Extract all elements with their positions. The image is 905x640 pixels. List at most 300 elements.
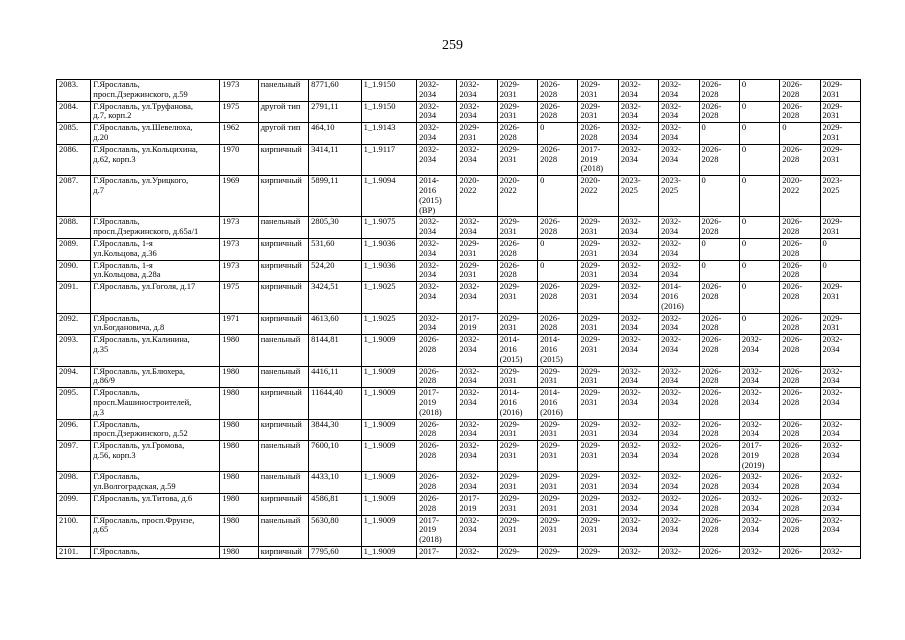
cell-row-number: 2088. [57, 217, 91, 239]
cell-work-col-11: 2032- 2034 [820, 335, 860, 366]
cell-work-col-10: 2026- 2028 [780, 419, 820, 441]
cell-work-col-1: 2017- 2019 (2018) [417, 515, 457, 546]
cell-code: 1_1.9009 [361, 388, 416, 419]
cell-work-col-1: 2026- 2028 [417, 335, 457, 366]
cell-address: Г.Ярославль, ул.Калинина, д.35 [91, 335, 220, 366]
cell-area: 7600,10 [309, 441, 361, 472]
cell-work-col-10: 2026- 2028 [780, 388, 820, 419]
cell-work-col-1: 2032- 2034 [417, 123, 457, 145]
cell-work-col-8: 0 [699, 123, 739, 145]
cell-work-col-3: 2029- 2031 [497, 419, 537, 441]
cell-area: 11644,40 [309, 388, 361, 419]
cell-wall-material: панельный [258, 366, 308, 388]
cell-work-col-2: 2020- 2022 [457, 176, 497, 217]
cell-code: 1_1.9075 [361, 217, 416, 239]
cell-work-col-6: 2032- 2034 [618, 472, 658, 494]
cell-work-col-3: 2020- 2022 [497, 176, 537, 217]
cell-work-col-9: 0 [739, 238, 779, 260]
cell-work-col-4: 2014- 2016 (2015) [538, 335, 578, 366]
cell-work-col-11: 2032- 2034 [820, 388, 860, 419]
cell-work-col-8: 2026- 2028 [699, 366, 739, 388]
cell-work-col-5: 2029- 2031 [578, 515, 618, 546]
cell-work-col-1: 2032- 2034 [417, 217, 457, 239]
cell-work-col-9: 0 [739, 123, 779, 145]
table-row [57, 101, 861, 123]
cell-work-col-11: 2023- 2025 [820, 176, 860, 217]
cell-work-col-6: 2032- 2034 [618, 515, 658, 546]
cell-work-col-5: 2029- 2031 [578, 388, 618, 419]
cell-work-col-3: 2014- 2016 (2016) [497, 388, 537, 419]
cell-work-col-9: 0 [739, 217, 779, 239]
cell-area: 5630,80 [309, 515, 361, 546]
cell-work-col-4: 2029- [538, 547, 578, 559]
cell-work-col-7: 2032- 2034 [659, 238, 699, 260]
cell-work-col-10: 2026- 2028 [780, 472, 820, 494]
cell-work-col-1: 2014- 2016 (2015) (ВР) [417, 176, 457, 217]
cell-year-built: 1973 [220, 238, 258, 260]
cell-work-col-7: 2032- 2034 [659, 123, 699, 145]
table-row [57, 144, 861, 175]
cell-area: 4433,10 [309, 472, 361, 494]
cell-work-col-2: 2032- 2034 [457, 388, 497, 419]
cell-work-col-9: 2032- 2034 [739, 419, 779, 441]
cell-work-col-3: 2029- 2031 [497, 144, 537, 175]
cell-address: Г.Ярославль, 1-я ул.Кольцова, д.28а [91, 260, 220, 282]
cell-code: 1_1.9009 [361, 494, 416, 516]
cell-row-number: 2096. [57, 419, 91, 441]
cell-work-col-5: 2029- 2031 [578, 335, 618, 366]
cell-address: Г.Ярославль, ул.Титова, д.6 [91, 494, 220, 516]
cell-work-col-5: 2029- 2031 [578, 419, 618, 441]
cell-work-col-1: 2032- 2034 [417, 101, 457, 123]
cell-work-col-5: 2029- 2031 [578, 366, 618, 388]
cell-work-col-9: 0 [739, 176, 779, 217]
cell-work-col-5: 2029- 2031 [578, 260, 618, 282]
cell-work-col-2: 2029- 2031 [457, 123, 497, 145]
cell-year-built: 1971 [220, 313, 258, 335]
cell-year-built: 1980 [220, 494, 258, 516]
cell-work-col-6: 2032- 2034 [618, 441, 658, 472]
cell-year-built: 1980 [220, 388, 258, 419]
cell-work-col-11: 2029- 2031 [820, 80, 860, 102]
cell-work-col-4: 0 [538, 176, 578, 217]
cell-work-col-10: 2026- 2028 [780, 80, 820, 102]
cell-wall-material: кирпичный [258, 419, 308, 441]
cell-row-number: 2095. [57, 388, 91, 419]
cell-code: 1_1.9150 [361, 80, 416, 102]
cell-address: Г.Ярославль, ул.Блюхера, д.86/9 [91, 366, 220, 388]
cell-work-col-10: 2026- 2028 [780, 144, 820, 175]
cell-wall-material: панельный [258, 335, 308, 366]
cell-code: 1_1.9025 [361, 313, 416, 335]
table-row [57, 313, 861, 335]
cell-year-built: 1975 [220, 282, 258, 313]
cell-year-built: 1962 [220, 123, 258, 145]
cell-wall-material: другой тип [258, 123, 308, 145]
cell-year-built: 1980 [220, 335, 258, 366]
cell-work-col-11: 2029- 2031 [820, 123, 860, 145]
cell-area: 464,10 [309, 123, 361, 145]
table-row [57, 515, 861, 546]
cell-work-col-6: 2032- 2034 [618, 238, 658, 260]
cell-code: 1_1.9036 [361, 260, 416, 282]
cell-area: 4613,60 [309, 313, 361, 335]
cell-work-col-1: 2032- 2034 [417, 282, 457, 313]
cell-work-col-11: 0 [820, 260, 860, 282]
cell-year-built: 1975 [220, 101, 258, 123]
cell-wall-material: кирпичный [258, 176, 308, 217]
cell-address: Г.Ярославль, ул.Гоголя, д.17 [91, 282, 220, 313]
cell-wall-material: другой тип [258, 101, 308, 123]
cell-address: Г.Ярославль, ул.Кольцихина, д.62, корп.3 [91, 144, 220, 175]
cell-work-col-2: 2017- 2019 [457, 494, 497, 516]
cell-work-col-10: 2026- 2028 [780, 282, 820, 313]
cell-row-number: 2091. [57, 282, 91, 313]
cell-work-col-8: 2026- 2028 [699, 419, 739, 441]
cell-work-col-4: 2026- 2028 [538, 313, 578, 335]
cell-work-col-3: 2029- [497, 547, 537, 559]
cell-address: Г.Ярославль, ул.Волгоградская, д.59 [91, 472, 220, 494]
cell-work-col-6: 2032- 2034 [618, 335, 658, 366]
cell-work-col-4: 2026- 2028 [538, 101, 578, 123]
cell-code: 1_1.9025 [361, 282, 416, 313]
cell-work-col-10: 2026- 2028 [780, 260, 820, 282]
cell-work-col-5: 2029- 2031 [578, 494, 618, 516]
cell-year-built: 1980 [220, 547, 258, 559]
cell-work-col-2: 2032- 2034 [457, 441, 497, 472]
housing-repair-schedule-table [56, 79, 861, 559]
cell-work-col-6: 2032- 2034 [618, 217, 658, 239]
cell-work-col-7: 2032- 2034 [659, 144, 699, 175]
cell-work-col-10: 2026- 2028 [780, 238, 820, 260]
cell-work-col-1: 2026- 2028 [417, 366, 457, 388]
cell-work-col-8: 2026- 2028 [699, 494, 739, 516]
cell-work-col-3: 2029- 2031 [497, 101, 537, 123]
cell-code: 1_1.9009 [361, 441, 416, 472]
cell-work-col-10: 2026- 2028 [780, 217, 820, 239]
cell-work-col-2: 2032- 2034 [457, 472, 497, 494]
cell-area: 531,60 [309, 238, 361, 260]
cell-work-col-4: 2029- 2031 [538, 366, 578, 388]
cell-work-col-8: 2026- 2028 [699, 472, 739, 494]
cell-work-col-8: 2026- 2028 [699, 515, 739, 546]
page-number: 259 [442, 38, 463, 53]
cell-row-number: 2084. [57, 101, 91, 123]
cell-code: 1_1.9009 [361, 472, 416, 494]
cell-code: 1_1.9150 [361, 101, 416, 123]
cell-work-col-11: 2032- 2034 [820, 472, 860, 494]
cell-row-number: 2090. [57, 260, 91, 282]
cell-work-col-5: 2029- 2031 [578, 472, 618, 494]
cell-area: 3844,30 [309, 419, 361, 441]
cell-work-col-7: 2032- 2034 [659, 217, 699, 239]
cell-work-col-1: 2032- 2034 [417, 238, 457, 260]
cell-work-col-11: 2029- 2031 [820, 313, 860, 335]
cell-address: Г.Ярославль, ул.Труфанова, д.7, корп.2 [91, 101, 220, 123]
cell-work-col-11: 0 [820, 238, 860, 260]
cell-work-col-9: 2017- 2019 (2019) [739, 441, 779, 472]
cell-work-col-4: 0 [538, 260, 578, 282]
cell-work-col-10: 0 [780, 123, 820, 145]
cell-work-col-3: 2026- 2028 [497, 123, 537, 145]
cell-work-col-2: 2032- 2034 [457, 217, 497, 239]
cell-work-col-3: 2029- 2031 [497, 80, 537, 102]
cell-work-col-7: 2032- 2034 [659, 101, 699, 123]
cell-code: 1_1.9009 [361, 335, 416, 366]
cell-row-number: 2097. [57, 441, 91, 472]
cell-work-col-11: 2029- 2031 [820, 144, 860, 175]
cell-code: 1_1.9117 [361, 144, 416, 175]
cell-work-col-9: 2032- 2034 [739, 472, 779, 494]
cell-work-col-7: 2032- 2034 [659, 80, 699, 102]
cell-work-col-8: 0 [699, 176, 739, 217]
table-row [57, 260, 861, 282]
cell-work-col-3: 2026- 2028 [497, 238, 537, 260]
cell-work-col-2: 2032- 2034 [457, 366, 497, 388]
cell-code: 1_1.9009 [361, 419, 416, 441]
cell-address: Г.Ярославль, просп.Дзержинского, д.52 [91, 419, 220, 441]
cell-work-col-2: 2032- 2034 [457, 515, 497, 546]
cell-work-col-9: 2032- [739, 547, 779, 559]
cell-work-col-9: 0 [739, 282, 779, 313]
cell-row-number: 2101. [57, 547, 91, 559]
cell-year-built: 1973 [220, 260, 258, 282]
cell-work-col-11: 2032- 2034 [820, 419, 860, 441]
cell-code: 1_1.9094 [361, 176, 416, 217]
cell-work-col-2: 2032- 2034 [457, 101, 497, 123]
cell-work-col-6: 2032- 2034 [618, 123, 658, 145]
cell-work-col-6: 2032- 2034 [618, 419, 658, 441]
cell-work-col-9: 2032- 2034 [739, 494, 779, 516]
cell-year-built: 1969 [220, 176, 258, 217]
cell-work-col-10: 2026- [780, 547, 820, 559]
table-row [57, 388, 861, 419]
cell-wall-material: кирпичный [258, 260, 308, 282]
cell-work-col-10: 2026- 2028 [780, 335, 820, 366]
cell-work-col-10: 2020- 2022 [780, 176, 820, 217]
cell-work-col-8: 2026- [699, 547, 739, 559]
cell-work-col-2: 2032- 2034 [457, 419, 497, 441]
cell-work-col-2: 2032- 2034 [457, 144, 497, 175]
cell-row-number: 2083. [57, 80, 91, 102]
cell-wall-material: кирпичный [258, 238, 308, 260]
cell-work-col-7: 2032- [659, 547, 699, 559]
cell-row-number: 2086. [57, 144, 91, 175]
cell-row-number: 2085. [57, 123, 91, 145]
cell-address: Г.Ярославль, ул.Громова, д.56, корп.3 [91, 441, 220, 472]
table-row [57, 123, 861, 145]
cell-work-col-1: 2032- 2034 [417, 260, 457, 282]
cell-area: 3414,11 [309, 144, 361, 175]
cell-year-built: 1980 [220, 441, 258, 472]
cell-work-col-7: 2014- 2016 (2016) [659, 282, 699, 313]
cell-work-col-8: 2026- 2028 [699, 335, 739, 366]
table-row [57, 472, 861, 494]
cell-work-col-5: 2029- 2031 [578, 80, 618, 102]
cell-work-col-8: 0 [699, 238, 739, 260]
cell-wall-material: кирпичный [258, 494, 308, 516]
table-row [57, 366, 861, 388]
cell-work-col-8: 2026- 2028 [699, 80, 739, 102]
cell-work-col-9: 0 [739, 313, 779, 335]
cell-work-col-7: 2032- 2034 [659, 515, 699, 546]
cell-row-number: 2092. [57, 313, 91, 335]
cell-year-built: 1980 [220, 419, 258, 441]
cell-row-number: 2098. [57, 472, 91, 494]
cell-work-col-10: 2026- 2028 [780, 101, 820, 123]
cell-work-col-9: 0 [739, 260, 779, 282]
cell-work-col-1: 2032- 2034 [417, 144, 457, 175]
cell-work-col-5: 2017- 2019 (2018) [578, 144, 618, 175]
cell-work-col-4: 2029- 2031 [538, 494, 578, 516]
cell-work-col-8: 2026- 2028 [699, 441, 739, 472]
cell-work-col-1: 2017- [417, 547, 457, 559]
cell-address: Г.Ярославль, ул.Шевелюха, д.20 [91, 123, 220, 145]
table-body [57, 80, 861, 559]
cell-work-col-7: 2032- 2034 [659, 419, 699, 441]
cell-work-col-10: 2026- 2028 [780, 441, 820, 472]
cell-wall-material: кирпичный [258, 144, 308, 175]
cell-work-col-4: 2026- 2028 [538, 144, 578, 175]
cell-work-col-1: 2017- 2019 (2018) [417, 388, 457, 419]
cell-work-col-8: 2026- 2028 [699, 282, 739, 313]
cell-code: 1_1.9009 [361, 366, 416, 388]
table-row [57, 441, 861, 472]
cell-work-col-1: 2026- 2028 [417, 441, 457, 472]
cell-work-col-1: 2032- 2034 [417, 80, 457, 102]
cell-work-col-7: 2032- 2034 [659, 441, 699, 472]
cell-area: 2791,11 [309, 101, 361, 123]
cell-work-col-7: 2032- 2034 [659, 313, 699, 335]
cell-area: 524,20 [309, 260, 361, 282]
cell-work-col-3: 2029- 2031 [497, 515, 537, 546]
cell-work-col-1: 2032- 2034 [417, 313, 457, 335]
cell-work-col-11: 2029- 2031 [820, 217, 860, 239]
cell-work-col-6: 2032- 2034 [618, 260, 658, 282]
cell-work-col-4: 2014- 2016 (2016) [538, 388, 578, 419]
cell-work-col-4: 2026- 2028 [538, 282, 578, 313]
cell-work-col-9: 0 [739, 144, 779, 175]
cell-work-col-1: 2026- 2028 [417, 419, 457, 441]
cell-work-col-5: 2020- 2022 [578, 176, 618, 217]
cell-year-built: 1973 [220, 80, 258, 102]
cell-wall-material: панельный [258, 441, 308, 472]
table-row [57, 217, 861, 239]
cell-work-col-4: 2029- 2031 [538, 515, 578, 546]
cell-work-col-1: 2026- 2028 [417, 494, 457, 516]
cell-work-col-7: 2032- 2034 [659, 335, 699, 366]
cell-work-col-5: 2029- 2031 [578, 217, 618, 239]
table-row [57, 419, 861, 441]
cell-address: Г.Ярославль, ул.Богдановича, д.8 [91, 313, 220, 335]
cell-work-col-8: 2026- 2028 [699, 313, 739, 335]
cell-address: Г.Ярославль, просп.Дзержинского, д.59 [91, 80, 220, 102]
cell-work-col-4: 2029- 2031 [538, 472, 578, 494]
cell-work-col-6: 2032- 2034 [618, 101, 658, 123]
cell-work-col-8: 0 [699, 260, 739, 282]
cell-area: 4586,81 [309, 494, 361, 516]
cell-code: 1_1.9009 [361, 547, 416, 559]
cell-work-col-11: 2029- 2031 [820, 282, 860, 313]
cell-wall-material: панельный [258, 472, 308, 494]
cell-row-number: 2100. [57, 515, 91, 546]
cell-work-col-10: 2026- 2028 [780, 515, 820, 546]
cell-wall-material: кирпичный [258, 282, 308, 313]
cell-work-col-5: 2029- 2031 [578, 101, 618, 123]
cell-year-built: 1980 [220, 366, 258, 388]
cell-work-col-2: 2017- 2019 [457, 313, 497, 335]
cell-work-col-5: 2029- 2031 [578, 313, 618, 335]
cell-work-col-6: 2032- [618, 547, 658, 559]
cell-work-col-4: 2026- 2028 [538, 217, 578, 239]
cell-code: 1_1.9143 [361, 123, 416, 145]
cell-work-col-7: 2032- 2034 [659, 494, 699, 516]
cell-work-col-2: 2032- 2034 [457, 80, 497, 102]
cell-work-col-11: 2029- 2031 [820, 101, 860, 123]
cell-work-col-4: 0 [538, 238, 578, 260]
cell-work-col-9: 2032- 2034 [739, 388, 779, 419]
cell-work-col-8: 2026- 2028 [699, 388, 739, 419]
cell-work-col-10: 2026- 2028 [780, 313, 820, 335]
cell-work-col-6: 2032- 2034 [618, 388, 658, 419]
cell-work-col-10: 2026- 2028 [780, 494, 820, 516]
cell-code: 1_1.9036 [361, 238, 416, 260]
cell-work-col-6: 2032- 2034 [618, 282, 658, 313]
cell-work-col-1: 2026- 2028 [417, 472, 457, 494]
cell-work-col-4: 2026- 2028 [538, 80, 578, 102]
cell-address: Г.Ярославль, ул.Урицкого, д.7 [91, 176, 220, 217]
cell-area: 2805,30 [309, 217, 361, 239]
cell-work-col-2: 2032- 2034 [457, 335, 497, 366]
table-row [57, 547, 861, 559]
cell-work-col-6: 2032- 2034 [618, 144, 658, 175]
cell-work-col-6: 2032- 2034 [618, 80, 658, 102]
cell-work-col-11: 2032- [820, 547, 860, 559]
cell-work-col-11: 2032- 2034 [820, 515, 860, 546]
cell-work-col-5: 2029- 2031 [578, 238, 618, 260]
cell-work-col-9: 0 [739, 80, 779, 102]
cell-wall-material: кирпичный [258, 547, 308, 559]
cell-work-col-3: 2029- 2031 [497, 313, 537, 335]
cell-work-col-11: 2032- 2034 [820, 494, 860, 516]
cell-work-col-3: 2014- 2016 (2015) [497, 335, 537, 366]
cell-work-col-2: 2029- 2031 [457, 260, 497, 282]
cell-work-col-3: 2029- 2031 [497, 494, 537, 516]
cell-wall-material: панельный [258, 80, 308, 102]
cell-work-col-6: 2023- 2025 [618, 176, 658, 217]
cell-address: Г.Ярославль, [91, 547, 220, 559]
table-row [57, 238, 861, 260]
table-row [57, 282, 861, 313]
cell-address: Г.Ярославль, 1-я ул.Кольцова, д.36 [91, 238, 220, 260]
cell-wall-material: кирпичный [258, 313, 308, 335]
cell-address: Г.Ярославль, просп.Фрунзе, д.65 [91, 515, 220, 546]
cell-work-col-6: 2032- 2034 [618, 366, 658, 388]
table-row [57, 176, 861, 217]
cell-work-col-9: 2032- 2034 [739, 366, 779, 388]
cell-area: 4416,11 [309, 366, 361, 388]
cell-work-col-9: 2032- 2034 [739, 335, 779, 366]
cell-year-built: 1970 [220, 144, 258, 175]
cell-row-number: 2089. [57, 238, 91, 260]
cell-work-col-3: 2029- 2031 [497, 441, 537, 472]
cell-work-col-2: 2032- 2034 [457, 282, 497, 313]
cell-area: 5899,11 [309, 176, 361, 217]
cell-work-col-11: 2032- 2034 [820, 366, 860, 388]
cell-work-col-5: 2029- 2031 [578, 282, 618, 313]
cell-work-col-9: 0 [739, 101, 779, 123]
cell-work-col-10: 2026- 2028 [780, 366, 820, 388]
